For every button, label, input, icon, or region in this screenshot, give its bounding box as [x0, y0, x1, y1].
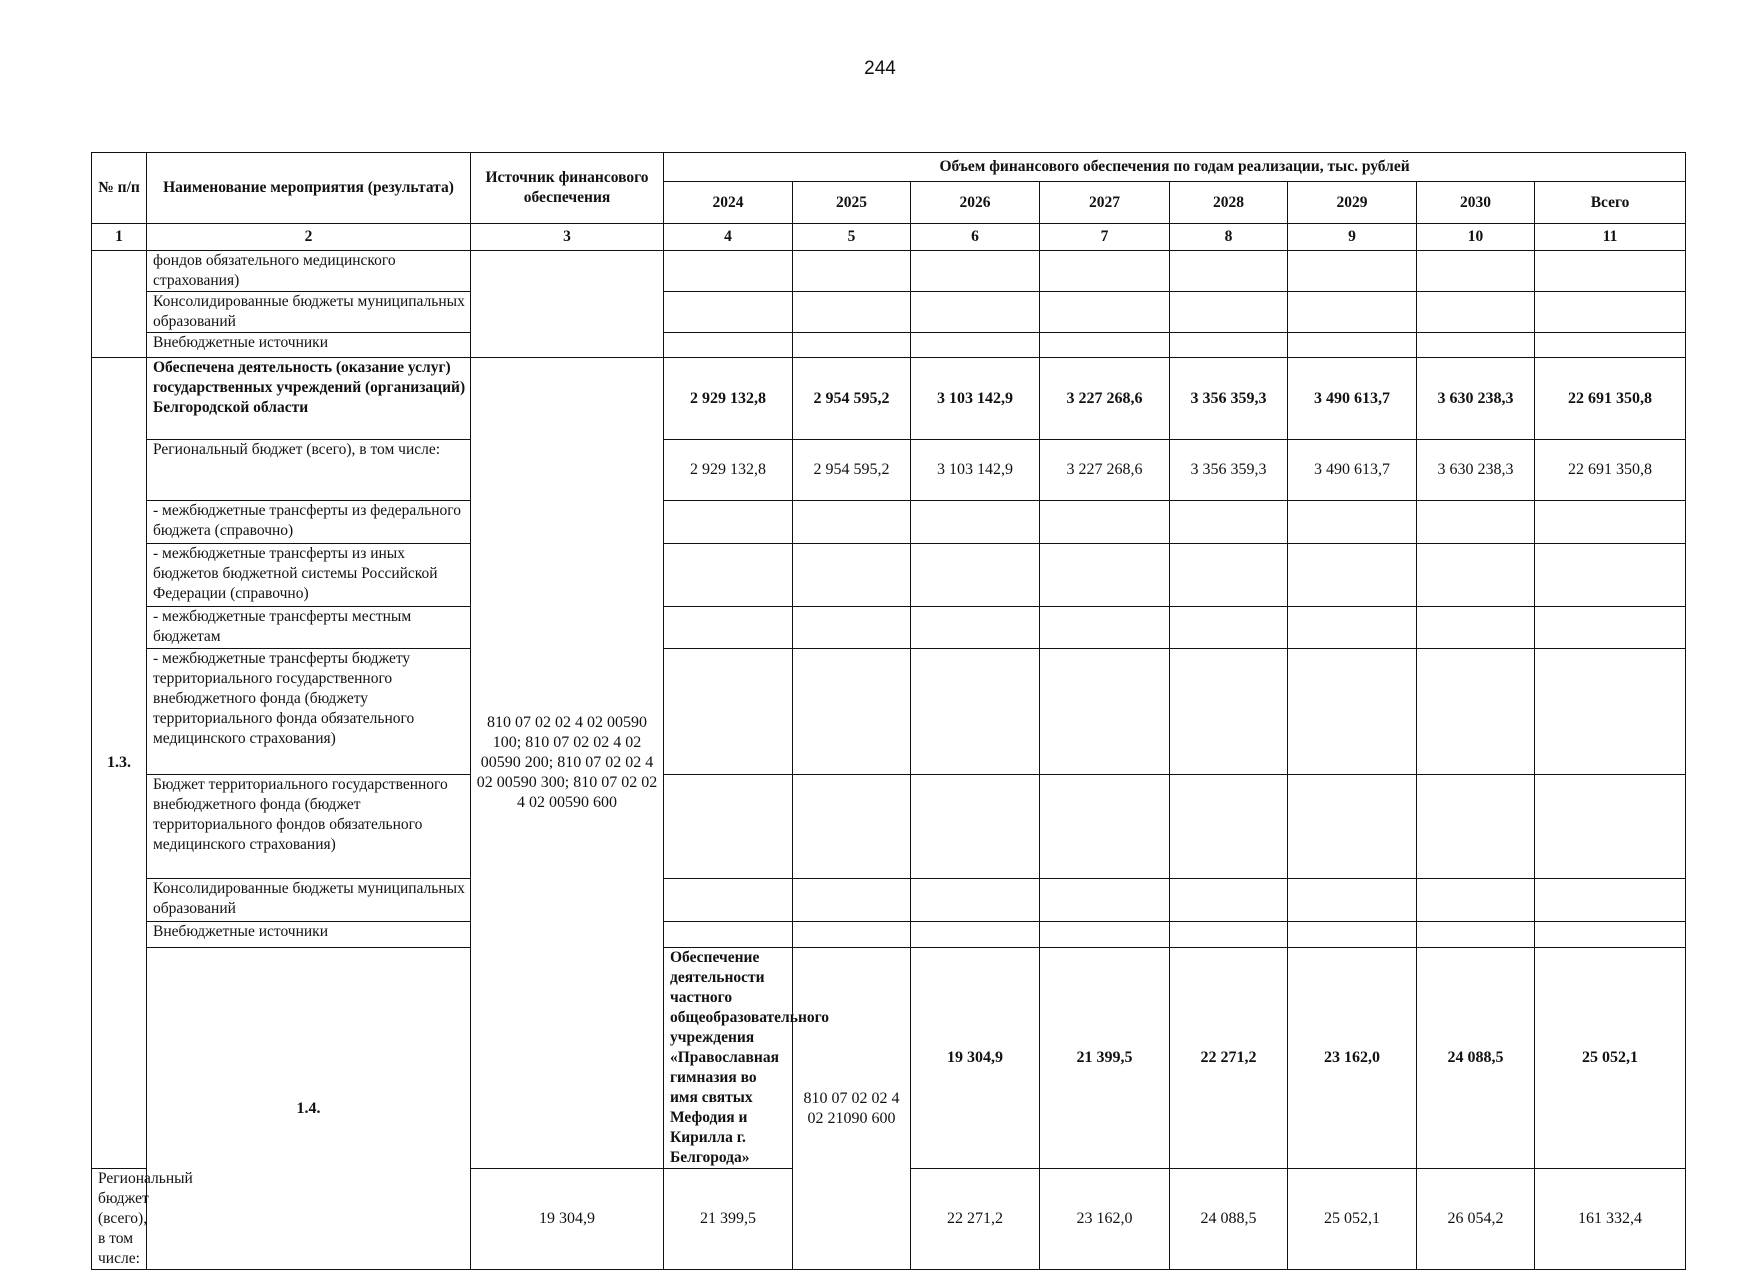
- row-name: Консолидированные бюджеты муниципальных образований: [147, 292, 471, 333]
- table-row: [92, 501, 1686, 544]
- value-cell: 24 088,5: [1170, 1169, 1288, 1270]
- table-row: [92, 649, 1686, 775]
- value-cell: 21 399,5: [664, 1169, 793, 1270]
- table-row: [92, 333, 1686, 358]
- col-number: 7: [1040, 224, 1170, 251]
- row-name: Бюджет территориального государственного внебюджетного фонда (бюджет территориального фондов обязательного медицинского страхования): [147, 775, 471, 879]
- row-name: фондов обязательного медицинского страхования): [147, 251, 471, 292]
- value-cell: 25 052,1: [1535, 948, 1686, 1169]
- header-name: Наименование мероприятия (результата): [147, 153, 471, 224]
- header-year: 2029: [1288, 182, 1417, 224]
- col-number: 11: [1535, 224, 1686, 251]
- value-cell: 3 103 142,9: [911, 358, 1040, 440]
- value-cell: 3 356 359,3: [1170, 358, 1288, 440]
- value-cell: 26 054,2: [1417, 1169, 1535, 1270]
- value-cell-total: 161 332,4: [1535, 1169, 1686, 1270]
- financing-table: [91, 152, 1686, 1270]
- row-name: Региональный бюджет (всего), в том числе:: [92, 1169, 147, 1270]
- header-no: № п/п: [92, 153, 147, 224]
- row-source: 810 07 02 02 4 02 00590 100; 810 07 02 02 4 02 00590 200; 810 07 02 02 4 02 00590 300; 810 07 02 02 4 02 00590 600: [471, 358, 664, 1169]
- value-cell: 3 227 268,6: [1040, 358, 1170, 440]
- col-number: 3: [471, 224, 664, 251]
- table-row-section-title: [92, 358, 1686, 440]
- value-cell: 21 399,5: [1040, 948, 1170, 1169]
- header-year: 2024: [664, 182, 793, 224]
- row-source: 810 07 02 02 4 02 21090 600: [793, 948, 911, 1270]
- row-code: 1.3.: [92, 358, 147, 1169]
- value-cell: 3 490 613,7: [1288, 440, 1417, 501]
- col-number: 1: [92, 224, 147, 251]
- value-cell: 3 630 238,3: [1417, 358, 1535, 440]
- value-cell: 2 929 132,8: [664, 358, 793, 440]
- value-cell: 3 356 359,3: [1170, 440, 1288, 501]
- header-year: 2030: [1417, 182, 1535, 224]
- header-year: 2026: [911, 182, 1040, 224]
- table-row: [92, 879, 1686, 922]
- value-cell: 23 162,0: [1288, 948, 1417, 1169]
- table-row: [92, 251, 1686, 292]
- col-number: 9: [1288, 224, 1417, 251]
- value-cell: 2 929 132,8: [664, 440, 793, 501]
- row-source-empty: [471, 251, 664, 358]
- col-number: 2: [147, 224, 471, 251]
- row-name: Региональный бюджет (всего), в том числе:: [147, 440, 471, 501]
- header-source: Источник финансового обеспечения: [471, 153, 664, 224]
- value-cell: 2 954 595,2: [793, 440, 911, 501]
- value-cell: 22 271,2: [1170, 948, 1288, 1169]
- row-name: - межбюджетные трансферты бюджету территориального государственного внебюджетного фонда (бюджету территориального фонда обязательного медицинского страхования): [147, 649, 471, 775]
- value-cell: 19 304,9: [471, 1169, 664, 1270]
- table-row: [92, 775, 1686, 879]
- col-number: 8: [1170, 224, 1288, 251]
- table-row: [92, 922, 1686, 948]
- value-cell: 2 954 595,2: [793, 358, 911, 440]
- row-name: Внебюджетные источники: [147, 922, 471, 948]
- value-cell: 3 103 142,9: [911, 440, 1040, 501]
- table-row: [92, 607, 1686, 649]
- value-cell-total: 22 691 350,8: [1535, 440, 1686, 501]
- row-name: Консолидированные бюджеты муниципальных образований: [147, 879, 471, 922]
- value-cell: 22 271,2: [911, 1169, 1040, 1270]
- col-number: 4: [664, 224, 793, 251]
- row-name: Обеспечение деятельности частного общеобразовательного учреждения «Православная гимназия во имя святых Мефодия и Кирилла г. Белгорода»: [664, 948, 793, 1169]
- value-cell: 3 227 268,6: [1040, 440, 1170, 501]
- value-cell: 19 304,9: [911, 948, 1040, 1169]
- column-numbers-row: [92, 224, 1686, 251]
- header-year: 2025: [793, 182, 911, 224]
- header-year: 2027: [1040, 182, 1170, 224]
- value-cell: 23 162,0: [1040, 1169, 1170, 1270]
- page-number: 244: [864, 58, 896, 79]
- row-name: Обеспечена деятельность (оказание услуг) государственных учреждений (организаций) Белгородской области: [147, 358, 471, 440]
- table-row-section-title: [92, 948, 1686, 1169]
- value-cell-total: 22 691 350,8: [1535, 358, 1686, 440]
- row-name: - межбюджетные трансферты местным бюджетам: [147, 607, 471, 649]
- col-number: 6: [911, 224, 1040, 251]
- value-cell: 3 490 613,7: [1288, 358, 1417, 440]
- value-cell: 24 088,5: [1417, 948, 1535, 1169]
- row-name: - межбюджетные трансферты из иных бюджетов бюджетной системы Российской Федерации (справочно): [147, 544, 471, 607]
- col-number: 10: [1417, 224, 1535, 251]
- table-row: [92, 440, 1686, 501]
- header-total: Всего: [1535, 182, 1686, 224]
- table-row: [92, 292, 1686, 333]
- row-name: Внебюджетные источники: [147, 333, 471, 358]
- header-row-1: [92, 153, 1686, 182]
- header-year: 2028: [1170, 182, 1288, 224]
- row-code-empty: [92, 251, 147, 358]
- table-row: [92, 544, 1686, 607]
- row-name: - межбюджетные трансферты из федерального бюджета (справочно): [147, 501, 471, 544]
- value-cell: 25 052,1: [1288, 1169, 1417, 1270]
- value-cell: 3 630 238,3: [1417, 440, 1535, 501]
- row-code: 1.4.: [147, 948, 471, 1270]
- header-volume: Объем финансового обеспечения по годам реализации, тыс. рублей: [664, 153, 1686, 182]
- col-number: 5: [793, 224, 911, 251]
